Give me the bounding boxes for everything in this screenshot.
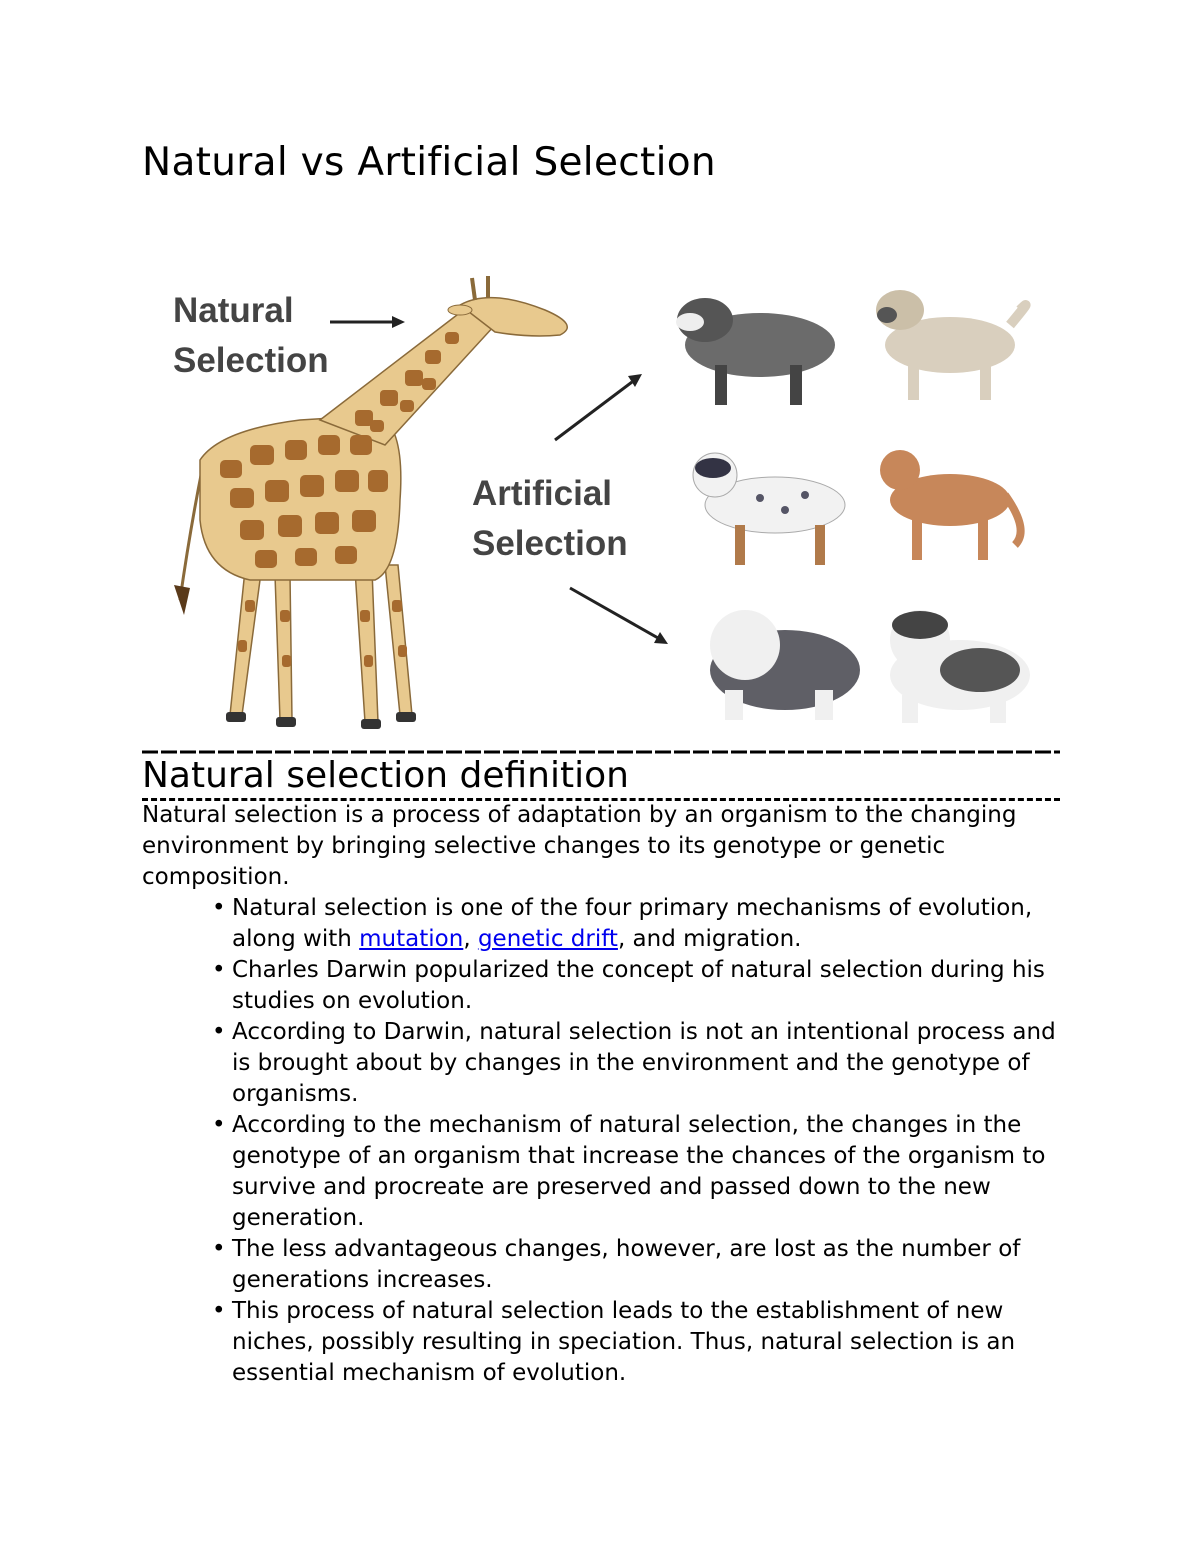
bullet-icon: • [212, 895, 226, 921]
bullet-icon: • [212, 957, 226, 983]
list-item: • According to Darwin, natural selection is not an intentional process and is brought about by changes in the environment and the genotype of organisms. [212, 1019, 1056, 1107]
dog-illustration-tan [876, 290, 1026, 400]
natural-label-line1: Natural [173, 291, 294, 330]
section-body [142, 800, 1072, 1389]
bullet-icon: • [212, 1019, 226, 1045]
dog-illustration-gray [676, 298, 835, 405]
arrow-down-icon [570, 588, 668, 644]
document-title: Natural vs Artificial Selection [142, 140, 716, 185]
natural-label-line2: Selection [173, 341, 329, 380]
dog-illustration-sheepdog [710, 610, 860, 720]
list-item: • According to the mechanism of natural selection, the changes in the genotype of an organism that increase the chances of the organism to survive and procreate are preserved and passed down to the new generation. [212, 1112, 1046, 1231]
intro-paragraph: Natural selection is a process of adaptation by an organism to the changing environment by bringing selective changes to its genotype or genetic composition. [142, 802, 1017, 890]
dog-illustration-spotted [693, 453, 845, 565]
bullet-icon: • [212, 1236, 226, 1262]
bullet-icon: • [212, 1112, 226, 1138]
list-item: • This process of natural selection leads to the establishment of new niches, possibly resulting in speciation. Thus, natural selection is an essential mechanism of evolution. [212, 1298, 1016, 1386]
arrow-up-icon [555, 374, 642, 440]
mutation-link[interactable]: mutation [359, 926, 464, 952]
bullet-icon: • [212, 1298, 226, 1324]
list-item: • The less advantageous changes, however, are lost as the number of generations increases. [212, 1236, 1021, 1293]
bullet-list [142, 893, 1072, 1389]
dog-illustration-red [880, 450, 1021, 560]
list-item: • Natural selection is one of the four primary mechanisms of evolution, along with mutation, genetic drift, and migration. [212, 895, 1033, 952]
artificial-label-line2: Selection [472, 524, 628, 563]
artificial-label-line1: Artificial [472, 474, 613, 513]
section-heading: Natural selection definition [142, 755, 629, 796]
natural-arrow-icon [330, 316, 405, 328]
list-item: • Charles Darwin popularized the concept of natural selection during his studies on evolution. [212, 957, 1045, 1014]
selection-figure [160, 270, 1060, 740]
dog-illustration-shihtzu [890, 610, 1030, 723]
genetic-drift-link[interactable]: genetic drift [477, 926, 618, 952]
dashed-rule-top [142, 728, 1060, 756]
